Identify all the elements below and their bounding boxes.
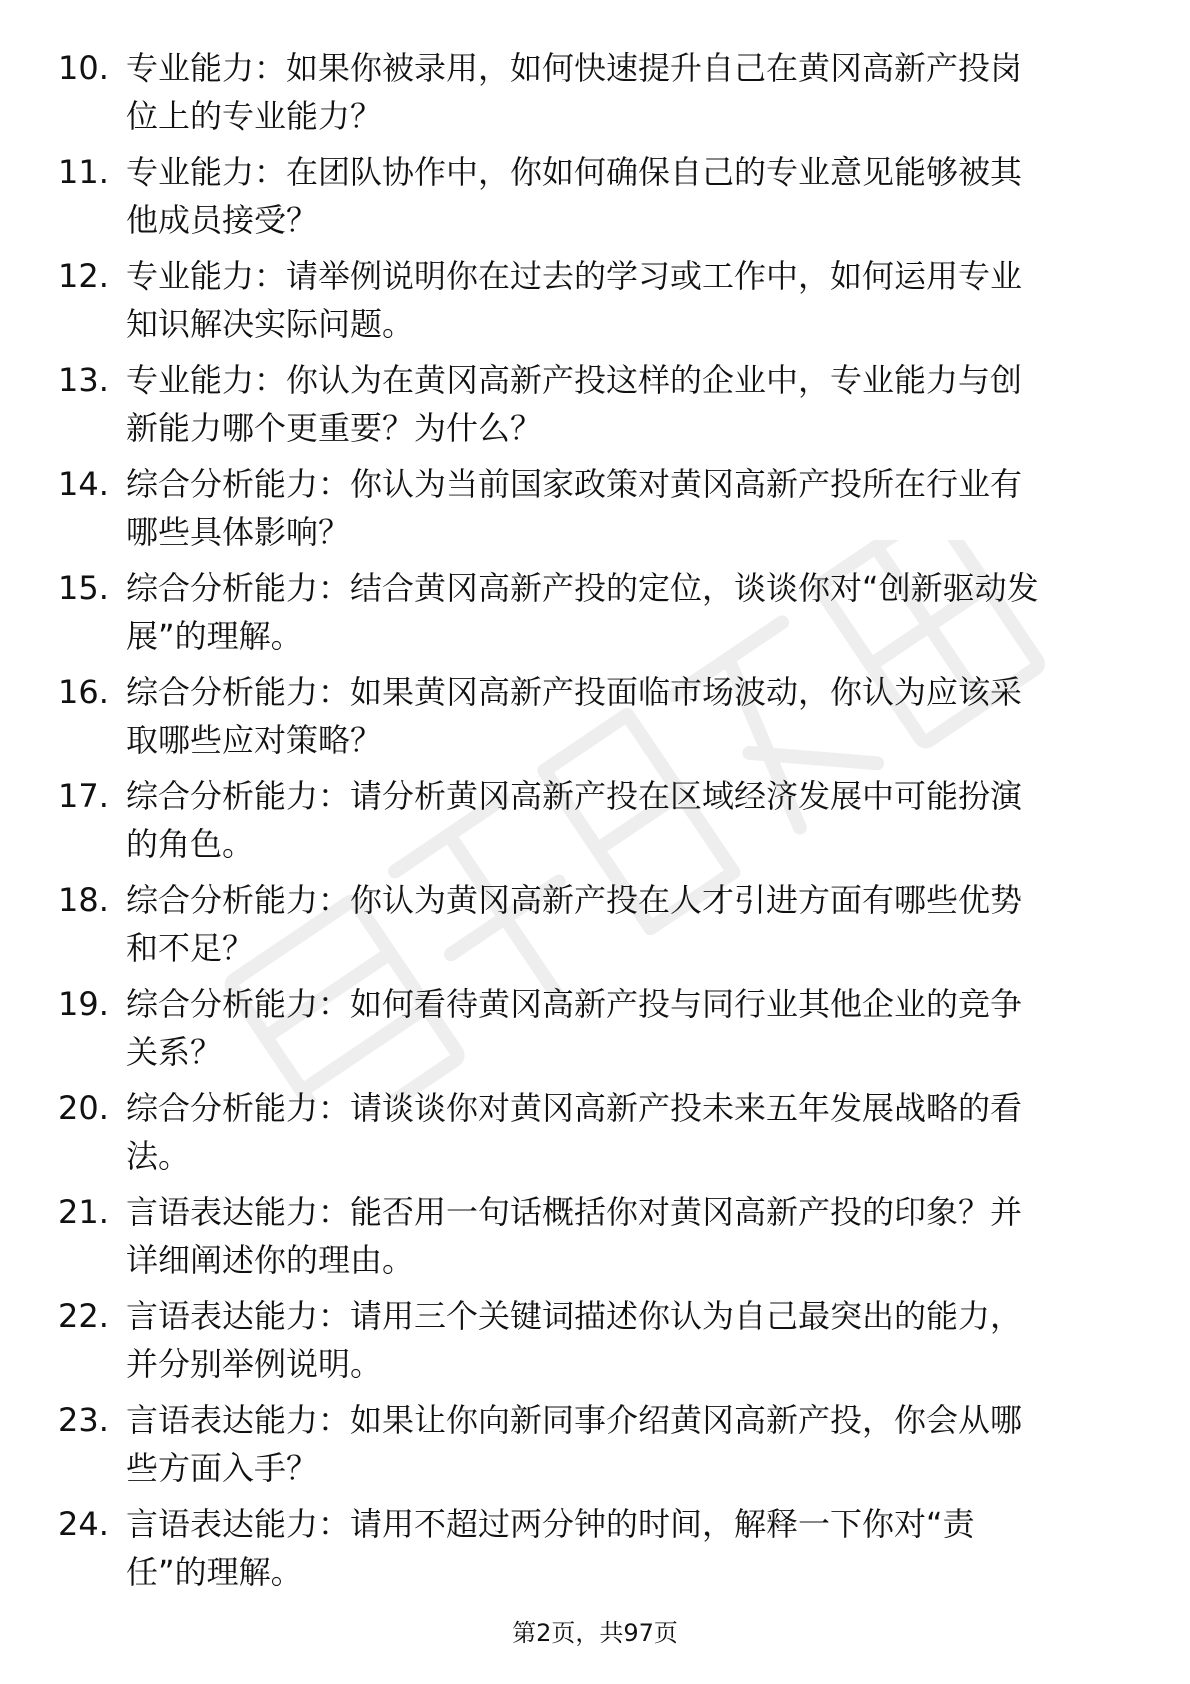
question-text [126, 1084, 1116, 1180]
question-item [0, 1188, 1190, 1292]
question-item [0, 980, 1190, 1084]
question-text [126, 772, 1116, 868]
question-line: 任”的理解。 [126, 1553, 303, 1591]
question-line: 新能力哪个更重要？为什么？ [126, 409, 543, 447]
question-list [0, 44, 1190, 1604]
question-text [126, 668, 1116, 764]
question-line: 些方面入手？ [126, 1449, 319, 1487]
question-number: 18. [58, 881, 109, 919]
question-number: 16. [58, 673, 109, 711]
question-line: 取哪些应对策略？ [126, 721, 383, 759]
question-line: 他成员接受？ [126, 201, 319, 239]
question-number: 14. [58, 465, 109, 503]
question-line: 综合分析能力：结合黄冈高新产投的定位，谈谈你对“创新驱动发 [126, 569, 1039, 607]
question-line: 的角色。 [126, 825, 255, 863]
question-text [126, 148, 1116, 244]
question-number: 12. [58, 257, 109, 295]
question-line: 关系？ [126, 1033, 223, 1071]
question-item [0, 564, 1190, 668]
question-line: 并分别举例说明。 [126, 1345, 383, 1383]
question-number: 22. [58, 1297, 109, 1335]
question-line: 综合分析能力：请谈谈你对黄冈高新产投未来五年发展战略的看 [126, 1089, 1023, 1127]
question-line: 展”的理解。 [126, 617, 303, 655]
question-text [126, 1188, 1116, 1284]
question-number: 10. [58, 49, 109, 87]
question-item [0, 44, 1190, 148]
question-number: 19. [58, 985, 109, 1023]
question-number: 11. [58, 153, 109, 191]
question-line: 言语表达能力：请用三个关键词描述你认为自己最突出的能力， [126, 1297, 1023, 1335]
question-line: 专业能力：请举例说明你在过去的学习或工作中，如何运用专业 [126, 257, 1023, 295]
question-item [0, 1084, 1190, 1188]
question-line: 言语表达能力：请用不超过两分钟的时间，解释一下你对“责 [126, 1505, 975, 1543]
question-line: 法。 [126, 1137, 191, 1175]
question-text [126, 564, 1116, 660]
question-item [0, 668, 1190, 772]
question-item [0, 356, 1190, 460]
question-number: 13. [58, 361, 109, 399]
question-line: 综合分析能力：如果黄冈高新产投面临市场波动，你认为应该采 [126, 673, 1023, 711]
question-line: 专业能力：如果你被录用，如何快速提升自己在黄冈高新产投岗 [126, 49, 1023, 87]
question-line: 综合分析能力：如何看待黄冈高新产投与同行业其他企业的竞争 [126, 985, 1023, 1023]
question-item [0, 1396, 1190, 1500]
question-line: 言语表达能力：如果让你向新同事介绍黄冈高新产投，你会从哪 [126, 1401, 1023, 1439]
question-text [126, 252, 1116, 348]
question-text [126, 876, 1116, 972]
question-line: 综合分析能力：请分析黄冈高新产投在区域经济发展中可能扮演 [126, 777, 1023, 815]
question-line: 哪些具体影响？ [126, 513, 351, 551]
question-number: 23. [58, 1401, 109, 1439]
question-item [0, 772, 1190, 876]
question-item [0, 460, 1190, 564]
question-number: 24. [58, 1505, 109, 1543]
question-text [126, 44, 1116, 140]
question-line: 知识解决实际问题。 [126, 305, 415, 343]
question-item [0, 1500, 1190, 1604]
question-line: 位上的专业能力？ [126, 97, 383, 135]
question-line: 专业能力：在团队协作中，你如何确保自己的专业意见能够被其 [126, 153, 1023, 191]
question-line: 综合分析能力：你认为当前国家政策对黄冈高新产投所在行业有 [126, 465, 1023, 503]
question-number: 17. [58, 777, 109, 815]
question-text [126, 356, 1116, 452]
question-text [126, 1396, 1116, 1492]
question-line: 言语表达能力：能否用一句话概括你对黄冈高新产投的印象？并 [126, 1193, 1023, 1231]
question-number: 21. [58, 1193, 109, 1231]
question-text [126, 1500, 1116, 1596]
question-text [126, 980, 1116, 1076]
question-item [0, 1292, 1190, 1396]
question-item [0, 876, 1190, 980]
page-number-label: 第2页，共97页 [512, 1619, 678, 1647]
question-item [0, 148, 1190, 252]
question-number: 15. [58, 569, 109, 607]
question-number: 20. [58, 1089, 109, 1127]
question-item [0, 252, 1190, 356]
question-line: 和不足？ [126, 929, 255, 967]
page-footer [0, 1616, 1190, 1650]
question-line: 综合分析能力：你认为黄冈高新产投在人才引进方面有哪些优势 [126, 881, 1023, 919]
question-line: 详细阐述你的理由。 [126, 1241, 415, 1279]
question-line: 专业能力：你认为在黄冈高新产投这样的企业中，专业能力与创 [126, 361, 1023, 399]
question-text [126, 1292, 1116, 1388]
question-text [126, 460, 1116, 556]
